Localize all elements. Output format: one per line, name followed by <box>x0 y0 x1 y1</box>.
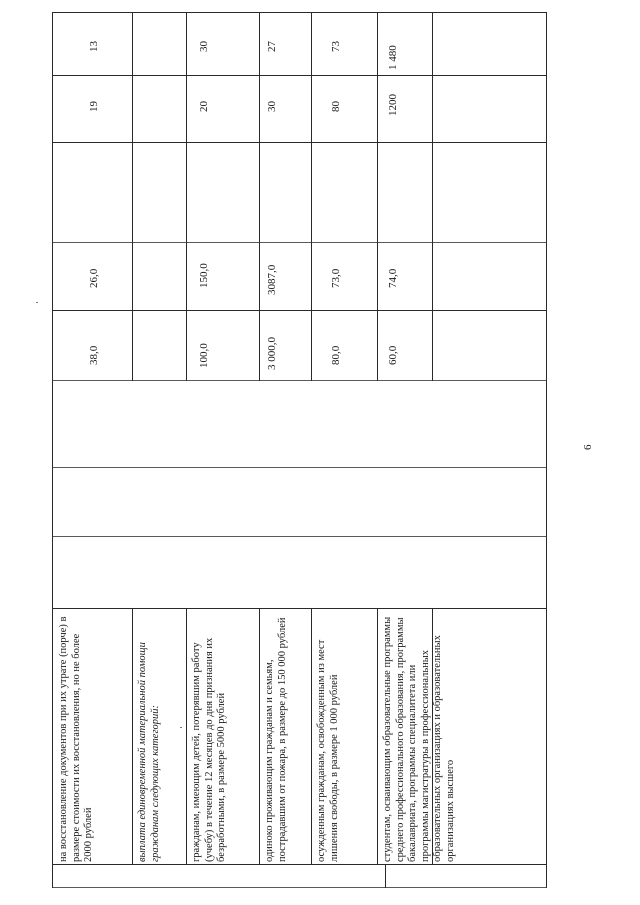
cell-value: 30 <box>266 101 278 112</box>
row-divider-5 <box>377 12 378 381</box>
row-divider-6 <box>432 12 433 381</box>
row-divider-4 <box>311 12 312 381</box>
cell-value: 20 <box>198 101 210 112</box>
cell-value: 3087,0 <box>266 264 278 295</box>
row-divider-2 <box>186 12 187 381</box>
row-label: одиноко проживающим гражданам и семьям, пострадавшим от пожара, в размере до 150 000 рублей <box>264 617 288 862</box>
row-label: выплата единовременной материальной помощи гражданам следующих категорий: <box>137 642 161 862</box>
col-divider-c-empty <box>52 142 546 143</box>
cell-value: 1 480 <box>387 45 399 70</box>
row-label: осужденным гражданам, освобожденным из мест лишения свободы, в размере 1 000 рублей <box>316 639 340 862</box>
table-border-right <box>546 12 547 888</box>
col-divider-empty3 <box>52 536 546 537</box>
cell-value: 26,0 <box>88 268 100 288</box>
cell-value: 38,0 <box>88 345 100 365</box>
cell-value: 30 <box>198 41 210 52</box>
cell-value: 80 <box>330 101 342 112</box>
cell-value: 73,0 <box>330 268 342 288</box>
cell-value: 1200 <box>387 94 399 116</box>
page-number: 6 <box>582 444 594 450</box>
row-divider-5-label <box>377 608 378 864</box>
cell-value: 74,0 <box>387 268 399 288</box>
cell-value: 27 <box>266 41 278 52</box>
cell-value: 19 <box>88 101 100 112</box>
cell-value: 73 <box>330 41 342 52</box>
cell-value: 100,0 <box>198 343 210 368</box>
row-divider-1 <box>132 12 133 381</box>
table-border-bottom <box>52 887 546 888</box>
col-divider-d-c <box>52 75 546 76</box>
row-divider-2-label <box>186 608 187 864</box>
cell-value: 150,0 <box>198 263 210 288</box>
col-divider-a-empty <box>52 380 546 381</box>
row-divider-3-label <box>259 608 260 864</box>
col-divider-b-a <box>52 310 546 311</box>
col-divider-empty2 <box>52 467 546 468</box>
row-label: на восстановление документов при их утрате (порче) в размере стоимости их восстановления, но не более 2000 рублей <box>58 616 95 862</box>
cell-value: 3 000,0 <box>266 337 278 370</box>
scan-speck <box>180 727 182 728</box>
cell-value: 80,0 <box>330 345 342 365</box>
row-divider-5-bottom <box>385 864 386 888</box>
cell-value: 60,0 <box>387 345 399 365</box>
table-border-left <box>52 12 53 888</box>
cell-value: 13 <box>88 41 100 52</box>
row-label: гражданам, имеющим детей, потерявшим работу (учебу) в течение 12 месяцев до дня признания их безработными, в размере 5000 рублей <box>191 637 228 862</box>
col-divider-label <box>52 608 546 609</box>
row-divider-1-label <box>132 608 133 864</box>
row-divider-3 <box>259 12 260 381</box>
col-divider-empty-b <box>52 242 546 243</box>
row-label: студентам, осваивающим образовательные программы среднего профессионального образования, программы бакалавриата, программы специалитета или программы магистратуры в профессиональных образовательных организациях и образовательных организациях высшего <box>382 616 456 862</box>
table-border-top <box>52 12 546 13</box>
rotated-document-table <box>52 12 548 888</box>
col-divider-bottom <box>52 864 546 865</box>
scan-speck <box>36 302 38 303</box>
